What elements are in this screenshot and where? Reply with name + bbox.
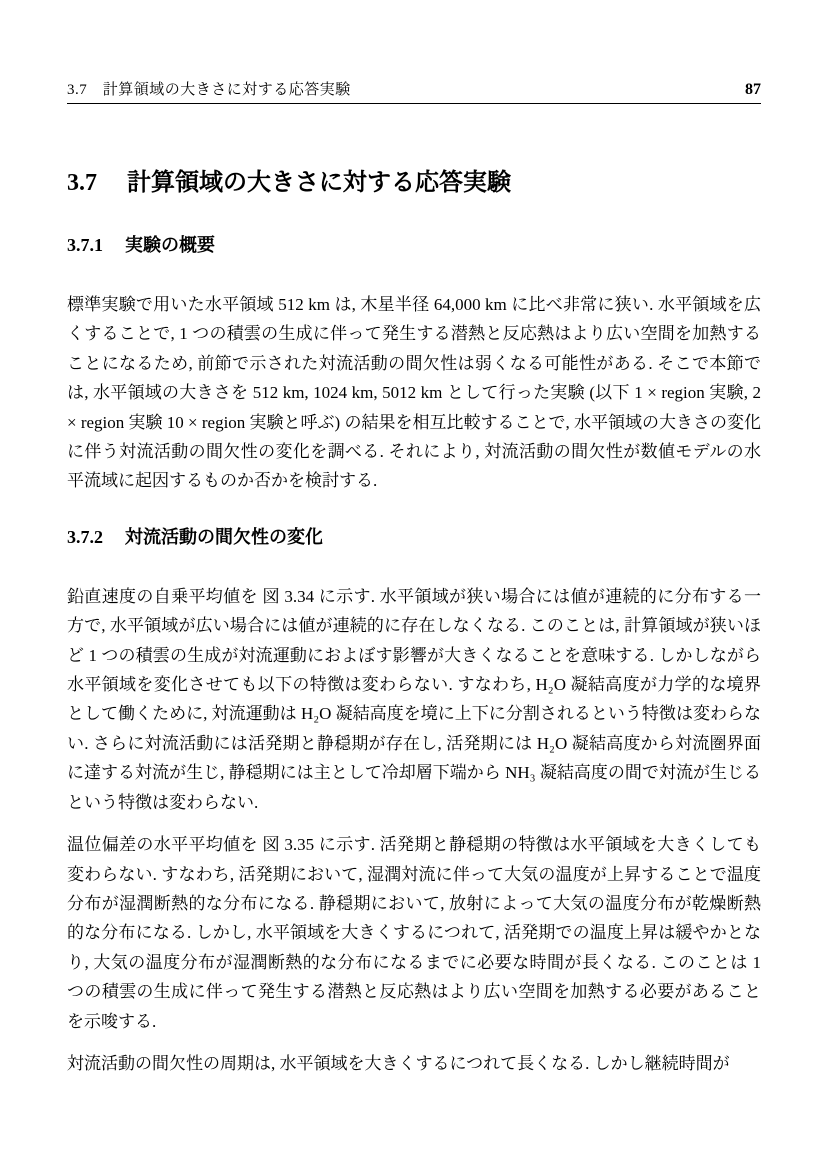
running-header (67, 0, 761, 104)
paragraph-4: 対流活動の間欠性の周期は, 水平領域を大きくするにつれて長くなる. しかし継続時間が (67, 1053, 730, 1073)
text-column (67, 0, 761, 1078)
subsection-heading-372 (67, 526, 761, 548)
subsection-title: 対流活動の間欠性の変化 (125, 526, 323, 547)
subsection-number: 3.7.1 (67, 235, 103, 255)
section-heading (67, 168, 761, 198)
paragraph-3: 温位偏差の水平平均値を 図 3.35 に示す. 活発期と静穏期の特徴は水平領域を大きくしても変わらない. すなわち, 活発期において, 湿潤対流に伴って大気の温度が上昇することで温度分布が湿潤断熱的な分布になる. 静穏期において, 放射によって大気の温度分布が乾燥断熱的な分布になる. しかし, 水平領域を大きくするにつれて, 活発期での温度上昇は緩やかとなり, 大気の温度分布が湿潤断熱的な分布になるまでに必要な時間が長くなる. このことは 1 つの積雲の生成に伴って発生する潜熱と反応熱はより広い空間を加熱する必要があることを示唆する. (67, 835, 761, 1031)
subsection-heading-371 (67, 234, 761, 256)
running-header-title: 3.7 計算領域の大きさに対する応答実験 (67, 82, 351, 98)
paragraph-2: 鉛直速度の自乗平均値を 図 3.34 に示す. 水平領域が狭い場合には値が連続的に分布する一方で, 水平領域が広い場合には値が連続的に存在しなくなる. このことは, 計算領域が狭いほど 1 つの積雲の生成が対流運動におよぼす影響が大きくなることを意味する. しかしながら水平領域を変化させても以下の特徴は変わらない. すなわち, H₂O 凝結高度が力学的な境界として働くために, 対流運動は H₂O 凝結高度を境に上下に分割されるという特徴は変わらない. さらに対流活動には活発期と静穏期が存在し, 活発期には H₂O 凝結高度から対流圏界面に達する対流が生じ, 静穏期には主として冷却層下端から NH₃ 凝結高度の間で対流が生じるという特徴は変わらない. (67, 586, 761, 812)
subsection-title: 実験の概要 (125, 235, 215, 255)
section-number: 3.7 (67, 170, 97, 196)
page-number: 87 (745, 81, 761, 98)
paragraph-1: 標準実験で用いた水平領域 512 km は, 木星半径 64,000 km に比べ非常に狭い. 水平領域を広くすることで, 1 つの積雲の生成に伴って発生する潜熱と反応熱はより広い空間を加熱することになるため, 前節で示された対流活動の間欠性は弱くなる可能性がある. そこで本節では, 水平領域の大きさを 512 km, 1024 km, 5012 km として行った実験 (以下 1 × region 実験, 2 × region 実験 10 × region 実験と呼ぶ) の結果を相互比較することで, 水平領域の大きさの変化に伴う対流活動の間欠性の変化を調べる. それにより, 対流活動の間欠性が数値モデルの水平流域に起因するものか否かを検討する. (67, 295, 761, 491)
subsection-number: 3.7.2 (67, 526, 103, 547)
section-title: 計算領域の大きさに対する応答実験 (127, 169, 511, 196)
